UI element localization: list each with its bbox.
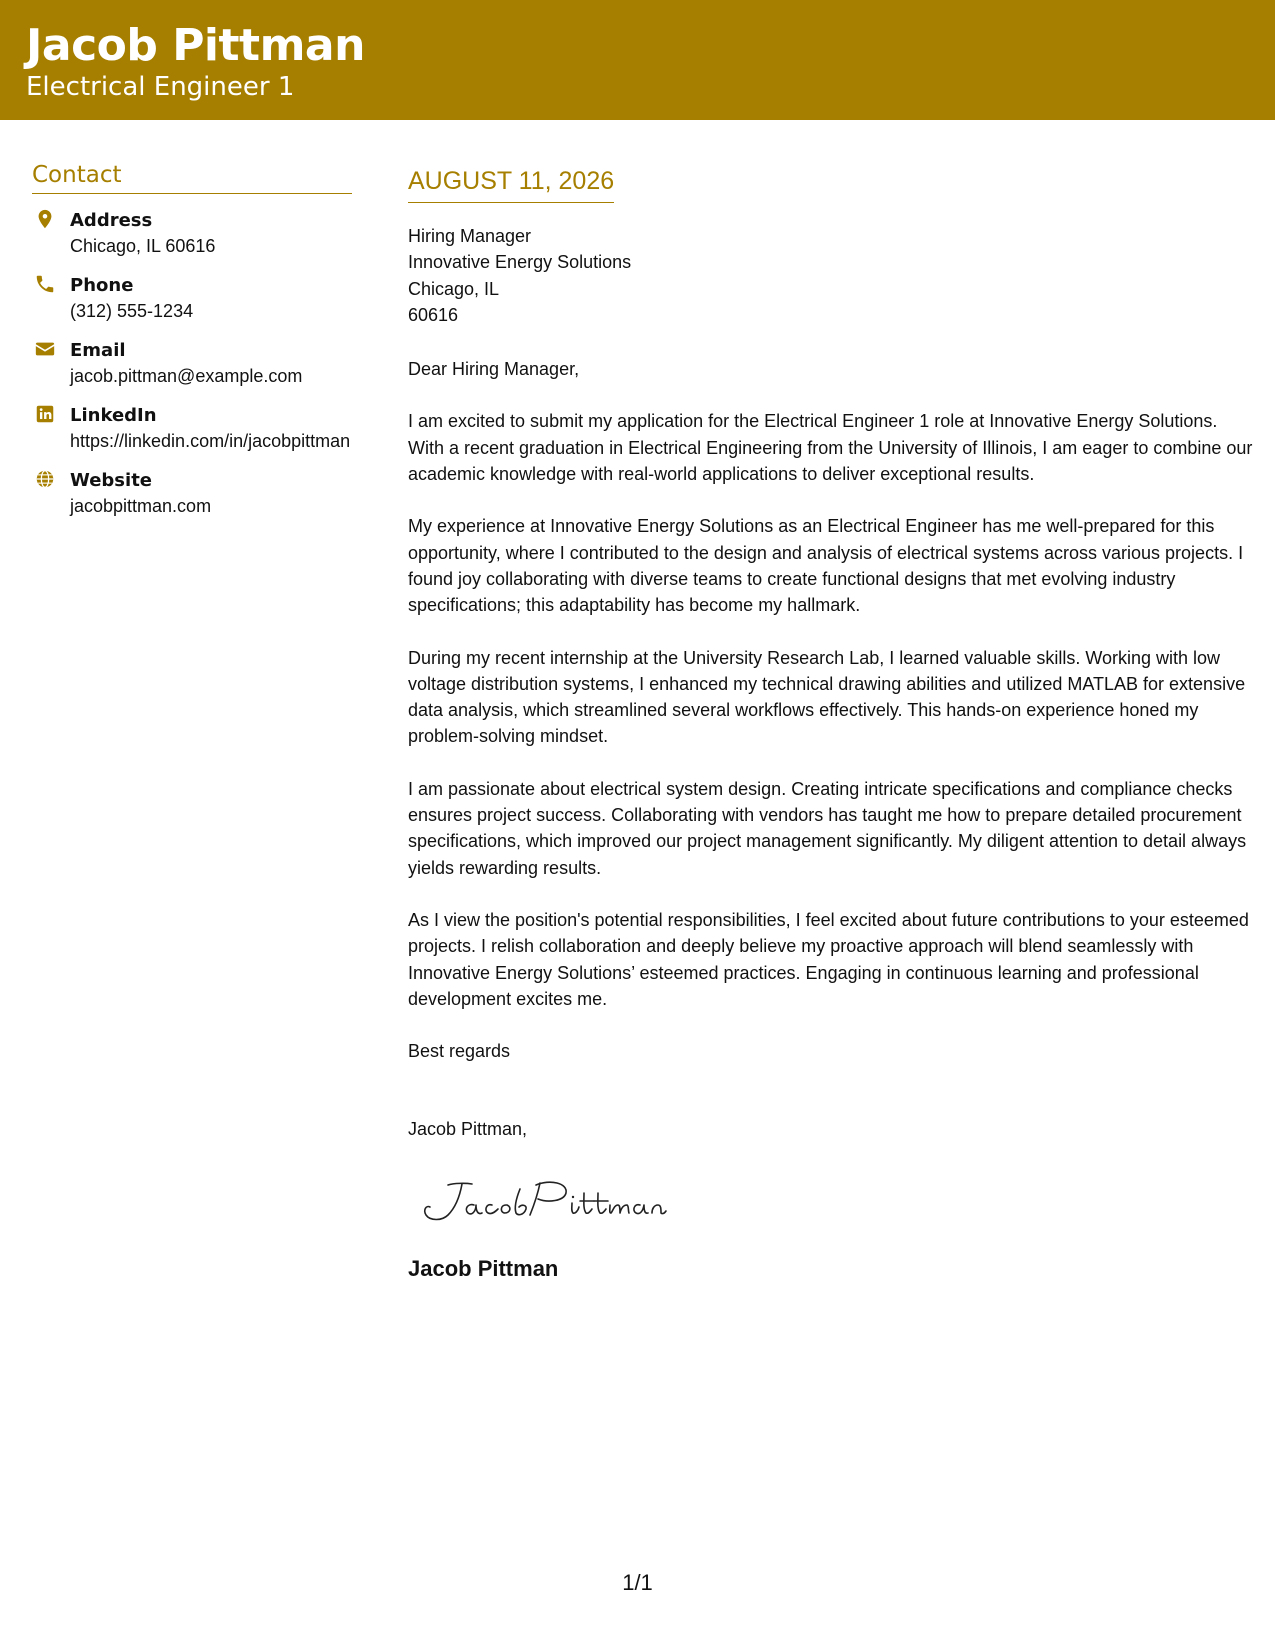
header-banner	[0, 0, 1275, 120]
address-value: Chicago, IL 60616	[70, 236, 216, 256]
envelope-icon	[34, 338, 56, 360]
letter-paragraph: I am passionate about electrical system design. Creating intricate specifications and compliance checks ensures project success. Collaborating with vendors has taught me how to prepare detailed procurement specifications, which improved our project management significantly. My diligent attention to detail always yields rewarding results.	[408, 778, 1247, 878]
applicant-name: Jacob Pittman	[26, 20, 365, 71]
contact-sidebar	[32, 162, 352, 533]
recipient-line: Hiring Manager	[408, 226, 532, 246]
signoff-name: Jacob Pittman,	[408, 1119, 528, 1140]
contact-item-phone	[32, 273, 352, 324]
phone-icon	[34, 273, 56, 295]
letter-paragraph: I am excited to submit my application for the Electrical Engineer 1 role at Innovative Energy Solutions. With a recent graduation in Electrical Engineering from the University of Illinois, I am eager to combine our academic knowledge with real-world applications to deliver exceptional results.	[408, 411, 1253, 485]
contact-item-email	[32, 338, 352, 389]
signer-name: Jacob Pittman	[408, 1256, 559, 1282]
map-pin-icon	[34, 208, 56, 230]
letter-paragraph: As I view the position's potential responsibilities, I feel excited about future contributions to your esteemed projects. I relish collaboration and deeply believe my proactive approach will blend seamlessly with Innovative Energy Solutions’ esteemed practices. Engaging in continuous learning and professional development excites me.	[408, 909, 1249, 1009]
email-value[interactable]: jacob.pittman@example.com	[70, 366, 303, 386]
contact-heading: Contact	[32, 162, 352, 194]
salutation: Dear Hiring Manager,	[408, 359, 580, 380]
linkedin-icon	[34, 403, 56, 425]
contact-item-linkedin	[32, 403, 352, 454]
contact-item-address	[32, 208, 352, 259]
phone-value[interactable]: (312) 555-1234	[70, 301, 194, 321]
recipient-line: Innovative Energy Solutions	[408, 252, 632, 273]
letter-body	[408, 166, 1253, 1282]
globe-icon	[34, 468, 56, 490]
signature-image	[408, 1171, 668, 1231]
contact-label: Email	[70, 340, 126, 361]
job-title: Electrical Engineer 1	[26, 72, 295, 102]
recipient-line: Chicago, IL	[408, 278, 500, 299]
linkedin-value[interactable]: https://linkedin.com/in/jacobpittman	[70, 431, 351, 451]
website-value[interactable]: jacobpittman.com	[70, 496, 212, 516]
closing: Best regards	[408, 1041, 511, 1062]
letter-paragraph: During my recent internship at the University Research Lab, I learned valuable skills. Working with low voltage distribution systems, I enhanced my technical drawing abilities and utilized MATLAB for extensive data analysis, which streamlined several workflows effectively. This hands-on experience honed my problem-solving mindset.	[408, 647, 1246, 747]
contact-item-website	[32, 468, 352, 519]
letter-paragraph: My experience at Innovative Energy Solutions as an Electrical Engineer has me well-prepared for this opportunity, where I contributed to the design and analysis of electrical systems across various projects. I found joy collaborating with diverse teams to create functional designs that met evolving industry specifications; this adaptability has become my hallmark.	[408, 516, 1244, 616]
contact-label: LinkedIn	[70, 405, 157, 426]
contact-label: Phone	[70, 275, 134, 296]
contact-label: Address	[70, 210, 153, 231]
recipient-block	[408, 223, 1253, 328]
page-number: 1/1	[622, 1570, 653, 1595]
contact-list	[32, 208, 352, 519]
contact-label: Website	[70, 470, 153, 491]
letter-date: AUGUST 11, 2026	[408, 166, 614, 203]
recipient-line: 60616	[408, 304, 459, 325]
